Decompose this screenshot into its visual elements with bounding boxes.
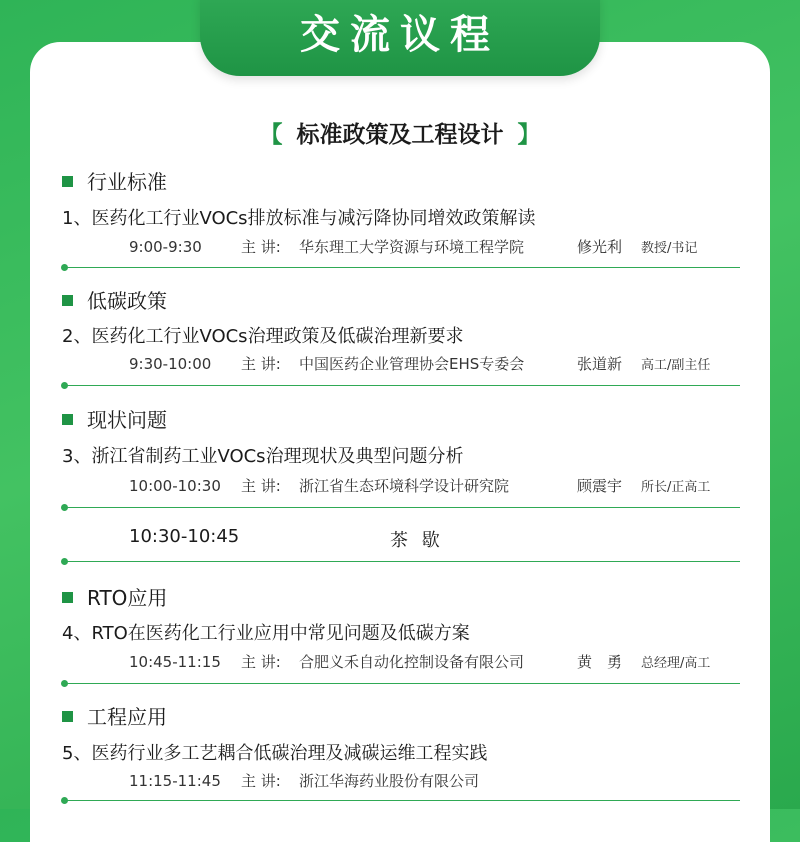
- agenda-meta: [129, 770, 641, 791]
- agenda-meta: [129, 475, 710, 496]
- organization: 浙江省生态环境科学设计研究院: [299, 477, 510, 495]
- break-time: 10:30-10:45: [129, 526, 240, 547]
- organization: 华东理工大学资源与环境工程学院: [299, 238, 525, 256]
- time-slot: 10:00-10:30: [129, 477, 221, 495]
- divider: [64, 385, 740, 386]
- lecturer-prefix: 主 讲:: [241, 477, 281, 495]
- speaker-name: 张道新: [577, 355, 623, 373]
- category-heading: RTO应用: [62, 582, 167, 611]
- organization: 合肥义禾自动化控制设备有限公司: [299, 653, 525, 671]
- speaker-role: 所长/正高工: [641, 480, 711, 495]
- time-slot: 9:00-9:30: [129, 238, 202, 256]
- agenda-meta: [129, 236, 697, 257]
- title-banner: [200, 0, 600, 76]
- lecturer-prefix: 主 讲:: [241, 653, 281, 671]
- lecturer-prefix: 主 讲:: [241, 355, 281, 373]
- agenda-topic: 1、医药化工行业VOCs排放标准与减污降协同增效政策解读: [62, 208, 536, 229]
- bracket-left: 【: [259, 122, 283, 148]
- agenda-topic: 5、医药行业多工艺耦合低碳治理及减碳运维工程实践: [62, 743, 488, 764]
- agenda-topic: 3、浙江省制药工业VOCs治理现状及典型问题分析: [62, 446, 464, 467]
- speaker-name: 顾震宇: [577, 477, 623, 495]
- speaker-name: 黄 勇: [577, 653, 623, 671]
- square-bullet-icon: [62, 414, 73, 425]
- divider: [64, 683, 740, 684]
- speaker-role: 教授/书记: [641, 241, 698, 256]
- organization: 中国医药企业管理协会EHS专委会: [299, 355, 525, 373]
- bracket-right: 】: [517, 122, 541, 148]
- time-slot: 11:15-11:45: [129, 772, 221, 790]
- speaker-name: 修光利: [577, 238, 623, 256]
- agenda-topic: 4、RTO在医药化工行业应用中常见问题及低碳方案: [62, 623, 470, 644]
- square-bullet-icon: [62, 592, 73, 603]
- speaker-role: 高工/副主任: [641, 358, 711, 373]
- square-bullet-icon: [62, 176, 73, 187]
- category-heading: 低碳政策: [62, 285, 167, 314]
- category-heading: 现状问题: [62, 404, 167, 433]
- section-title-text: 标准政策及工程设计: [296, 122, 504, 148]
- divider: [64, 561, 740, 562]
- lecturer-prefix: 主 讲:: [241, 238, 281, 256]
- square-bullet-icon: [62, 711, 73, 722]
- category-heading: 行业标准: [62, 166, 167, 195]
- agenda-meta: [129, 651, 710, 672]
- section-title: [0, 116, 800, 149]
- time-slot: 9:30-10:00: [129, 355, 212, 373]
- time-slot: 10:45-11:15: [129, 653, 221, 671]
- category-heading: 工程应用: [62, 701, 167, 730]
- organization: 浙江华海药业股份有限公司: [299, 772, 480, 790]
- break-label: 茶 歇: [390, 530, 444, 551]
- agenda-meta: [129, 353, 710, 374]
- page-title: 交流议程: [300, 12, 500, 58]
- speaker-role: 总经理/高工: [641, 656, 711, 671]
- square-bullet-icon: [62, 295, 73, 306]
- divider: [64, 267, 740, 268]
- agenda-topic: 2、医药化工行业VOCs治理政策及低碳治理新要求: [62, 326, 464, 347]
- divider: [64, 507, 740, 508]
- lecturer-prefix: 主 讲:: [241, 772, 281, 790]
- divider: [64, 800, 740, 801]
